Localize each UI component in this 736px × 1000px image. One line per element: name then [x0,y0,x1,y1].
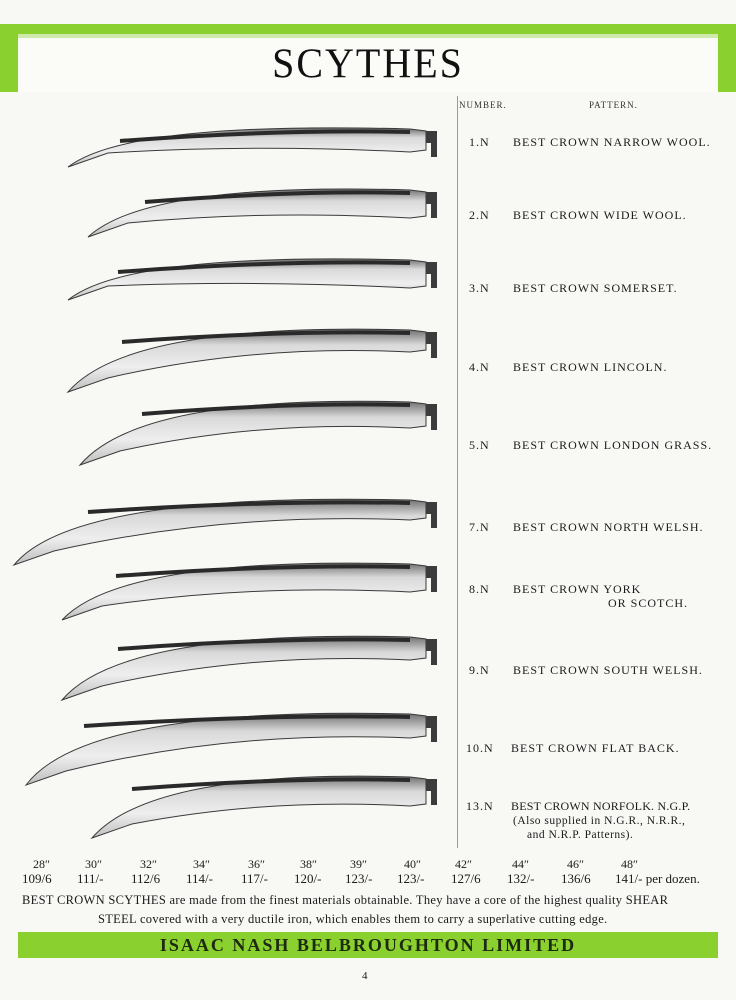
size-cell: 48″ [621,857,638,871]
price-cell: 111/- [77,871,104,886]
blade-tang [426,502,437,528]
size-cell: 40″ [404,857,421,871]
item-pattern-continued: OR SCOTCH. [608,596,689,610]
item-pattern-note: and N.R.P. Patterns). [527,829,634,841]
blade-tang [426,404,437,430]
item-pattern: BEST CROWN LONDON GRASS. [513,438,713,452]
scythe-blade [68,329,426,392]
size-cell: 32″ [140,857,157,871]
company-name: ISAAC NASH BELBROUGHTON LIMITED [159,934,577,955]
item-number: 7.N [469,520,490,534]
size-cell: 44″ [512,857,529,871]
scythe-blade [80,401,426,465]
item-number: 2.N [469,208,490,222]
item-number: 1.N [469,135,490,149]
item-pattern: BEST CROWN SOMERSET. [513,281,678,295]
scythe-blade [62,636,426,700]
item-pattern: BEST CROWN NARROW WOOL. [513,135,711,149]
item-number: 5.N [469,438,490,452]
column-divider [457,96,458,848]
price-cell: 123/- [397,871,425,886]
size-cell: 28″ [33,857,50,871]
footer-band [18,932,718,958]
price-cell: 109/6 [22,871,52,886]
item-number: 10.N [466,741,494,755]
item-pattern: BEST CROWN SOUTH WELSH. [513,663,703,677]
column-header-number: NUMBER. [459,100,507,110]
size-cell: 34″ [193,857,210,871]
item-pattern: BEST CROWN FLAT BACK. [511,741,680,755]
size-cell: 46″ [567,857,584,871]
scythe-blade [14,499,426,565]
size-cell: 38″ [300,857,317,871]
blade-tang [426,716,437,742]
price-row [0,871,736,887]
item-number: 9.N [469,663,490,677]
blade-tang [426,566,437,592]
size-cell: 36″ [248,857,265,871]
blade-tang [426,332,437,358]
blade-tang [426,262,437,288]
item-pattern: BEST CROWN NORFOLK. N.G.P. [511,799,691,813]
blade-tang [426,639,437,665]
scythe-blade [92,776,426,838]
page-title: SCYTHES [272,39,464,87]
item-pattern: BEST CROWN NORTH WELSH. [513,520,704,534]
blade-tang [426,192,437,218]
price-cell: 120/- [294,871,322,886]
price-cell: 127/6 [451,871,481,886]
item-number: 3.N [469,281,490,295]
price-cell: 141/- per dozen. [615,871,700,886]
size-cell: 42″ [455,857,472,871]
page-number: 4 [362,970,368,982]
price-cell: 117/- [241,871,268,886]
item-pattern-note: (Also supplied in N.G.R., N.R.R., [513,815,686,827]
price-cell: 132/- [507,871,535,886]
item-pattern: BEST CROWN YORK [513,582,642,596]
description-line-1: BEST CROWN SCYTHES are made from the finest materials obtainable. They have a core of the highest quality SHEAR [22,893,669,907]
column-header-pattern: PATTERN. [589,100,638,110]
size-row [0,857,736,871]
scythe-blade [62,563,426,620]
item-number: 13.N [466,799,494,813]
price-cell: 114/- [186,871,213,886]
description-line-2: STEEL covered with a very ductile iron, which enables them to carry a superlative cutting edge. [98,912,608,926]
item-number: 4.N [469,360,490,374]
blade-tang [426,131,437,157]
item-pattern: BEST CROWN WIDE WOOL. [513,208,687,222]
item-pattern: BEST CROWN LINCOLN. [513,360,668,374]
item-number: 8.N [469,582,490,596]
price-cell: 123/- [345,871,373,886]
size-cell: 39″ [350,857,367,871]
price-cell: 112/6 [131,871,161,886]
price-cell: 136/6 [561,871,591,886]
blade-tang [426,779,437,805]
size-cell: 30″ [85,857,102,871]
